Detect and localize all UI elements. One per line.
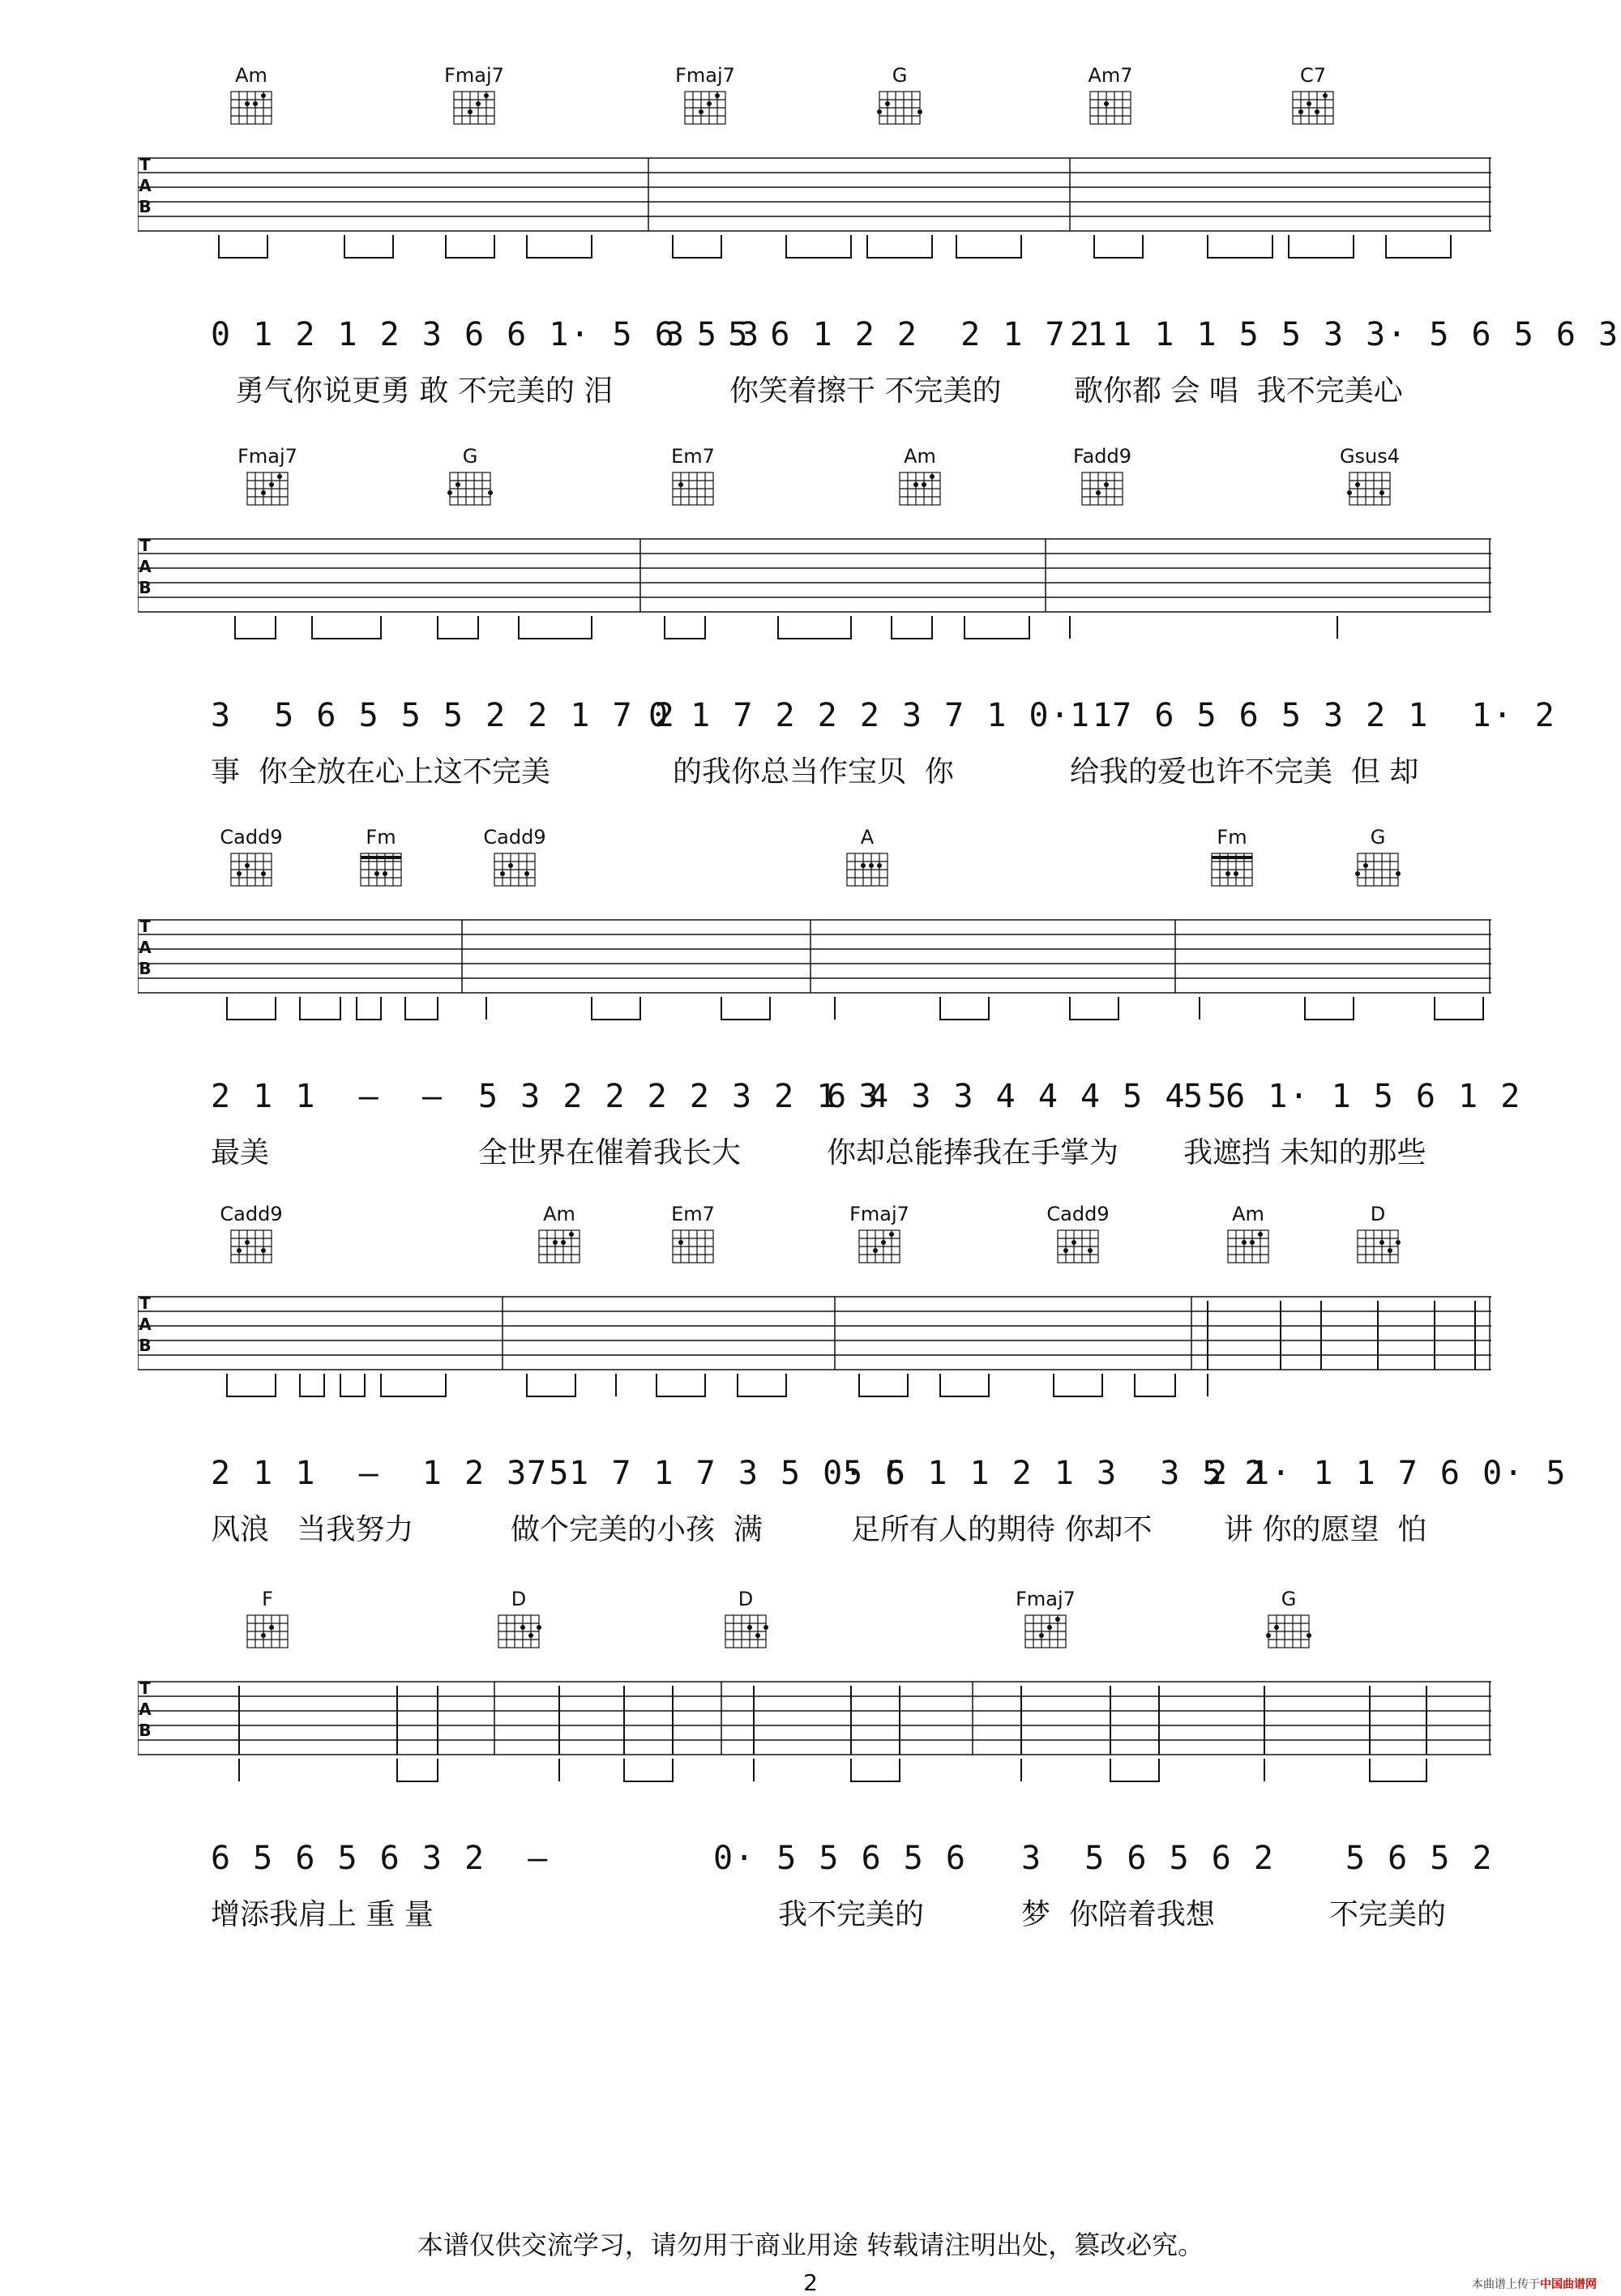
number-segment: 6 4 3 3 4 4 4 5 4 5 [827, 1078, 1229, 1115]
tab-staff [138, 1670, 1491, 1755]
chord-grid-icon [227, 88, 276, 128]
numbered-notation [0, 316, 1621, 408]
chord-grid-icon [227, 1226, 276, 1267]
tab-clef: T A B [139, 155, 152, 216]
tab-clef: T A B [139, 917, 152, 978]
numbered-notation [0, 1840, 1621, 1931]
chord-diagram [1337, 446, 1402, 509]
chord-diagram [1216, 1204, 1281, 1267]
chord-diagram [1078, 65, 1143, 128]
chord-diagram [661, 1204, 725, 1267]
number-segment: 5 6 5 2 [1345, 1840, 1494, 1877]
chord-name: G [892, 64, 908, 87]
number-segment: 2 1 1 — — [211, 1078, 443, 1115]
chord-diagram [219, 1204, 284, 1267]
chord-grid-icon [1224, 1226, 1272, 1267]
number-line [211, 1078, 1522, 1127]
number-segment: 0· 5 5 6 5 6 [713, 1840, 967, 1877]
chord-grid-icon [669, 1226, 717, 1267]
tab-staff-lines [138, 527, 1491, 648]
lyric-segment: 最美 [211, 1136, 270, 1169]
lyric-segment: 你笑着擦干 不完美的 [729, 374, 1002, 408]
chord-diagram [349, 827, 413, 890]
chord-diagram [887, 446, 952, 509]
chord-diagram [482, 827, 547, 890]
number-segment: 7 1 7 1 7 3 5 0· 5 [527, 1455, 908, 1492]
upload-credit [1472, 2276, 1597, 2292]
chord-diagram [847, 1204, 912, 1267]
numbered-notation [0, 697, 1621, 789]
numbered-notation [0, 1078, 1621, 1169]
chord-grid-icon [357, 849, 405, 890]
chord-diagram [235, 446, 300, 509]
chord-diagram [661, 446, 725, 509]
chord-name: Am [1232, 1203, 1264, 1225]
lyric-segment: 事 你全放在心上这不完美 [211, 755, 550, 789]
chord-name: G [1281, 1588, 1297, 1610]
lyric-segment: 的我你总当作宝贝 你 [673, 755, 954, 789]
chord-diagram [442, 65, 507, 128]
chord-name: Gsus4 [1339, 445, 1401, 468]
chord-grid-icon [896, 468, 944, 509]
chord-diagram [1281, 65, 1345, 128]
chord-grid-icon [1054, 1226, 1102, 1267]
chord-diagram [1345, 827, 1410, 890]
chord-name: D [511, 1588, 527, 1610]
number-segment: 0 1 2 1 2 3 6 6 1· 5 6 5 3 [211, 316, 761, 353]
chord-name: Cadd9 [483, 826, 546, 849]
lyric-segment: 你却总能捧我在手掌为 [827, 1136, 1119, 1169]
chord-diagram [438, 446, 503, 509]
chord-name: Cadd9 [220, 826, 283, 849]
chord-name: Cadd9 [1046, 1203, 1110, 1225]
chord-diagram [867, 65, 932, 128]
tab-clef: T A B [139, 1678, 152, 1740]
chord-name: Am [543, 1203, 575, 1225]
chord-grid-icon [535, 1226, 584, 1267]
chord-diagram [527, 1204, 592, 1267]
chord-name: Em7 [671, 445, 715, 468]
chord-grid-icon [669, 468, 717, 509]
lyric-segment: 全世界在催着我长大 [478, 1136, 742, 1169]
number-segment: 0 1 7 2 2 2 3 7 1 0· 1 [648, 697, 1114, 734]
lyric-segment: 勇气你说更勇 敢 不完美的 泪 [235, 374, 614, 408]
chord-name: Fmaj7 [1016, 1588, 1076, 1610]
system-4 [0, 1204, 1621, 1584]
chord-name: G [462, 445, 478, 468]
lyric-segment: 我不完美的 [778, 1898, 925, 1931]
system-2 [0, 446, 1621, 827]
chord-grid-icon [1078, 468, 1127, 509]
chord-name: G [1370, 826, 1386, 849]
chord-diagram [1256, 1588, 1321, 1652]
chord-grid-icon [843, 849, 892, 890]
number-line [211, 316, 1620, 365]
number-segment: 2 1 1 1 5 5 3 3· 5 6 5 6 3 [1070, 316, 1620, 353]
credit-site-logo: 中国曲谱网 [1540, 2278, 1597, 2291]
chord-name: Fm [1217, 826, 1247, 849]
chord-name: F [262, 1588, 273, 1610]
lyric-segment: 梦 你陪着我想 [1021, 1898, 1215, 1931]
system-5 [0, 1588, 1621, 1969]
chord-name: Am7 [1088, 64, 1133, 87]
chord-grid-icon [1021, 1611, 1070, 1652]
chord-diagram [713, 1588, 778, 1652]
chord-diagram [673, 65, 738, 128]
number-segment: 5 6 1· 1 5 6 1 2 [1183, 1078, 1522, 1115]
lyric-line [211, 368, 1491, 408]
chord-grid-icon [1289, 88, 1337, 128]
chord-grid-icon [243, 1611, 292, 1652]
lyric-line [211, 1892, 1491, 1932]
chord-grid-icon [1354, 1226, 1402, 1267]
number-segment: 2 1 1 — 1 2 3 5 [211, 1455, 571, 1492]
lyric-segment: 风浪 当我努力 [211, 1513, 414, 1546]
system-1 [0, 65, 1621, 446]
chord-grid-icon [721, 1611, 770, 1652]
chord-name: Fadd9 [1072, 445, 1132, 468]
chord-name: Fm [366, 826, 396, 849]
tab-staff-lines [138, 146, 1491, 267]
number-line [211, 1840, 1494, 1888]
lyric-segment: 做个完美的小孩 满 [511, 1513, 763, 1546]
number-line [211, 697, 1556, 746]
chord-name: C7 [1299, 64, 1327, 87]
chord-name: Am [235, 64, 267, 87]
tab-staff [138, 1285, 1491, 1370]
lyric-line [211, 749, 1491, 789]
chord-name: D [738, 1588, 754, 1610]
chord-name: Fmaj7 [675, 64, 735, 87]
lyric-segment: 给我的爱也许不完美 但 却 [1070, 755, 1419, 789]
chord-diagram [219, 827, 284, 890]
chord-grid-icon [1264, 1611, 1313, 1652]
chord-diagram [1013, 1588, 1078, 1652]
chord-diagram [1345, 1204, 1410, 1267]
chord-grid-icon [450, 88, 498, 128]
chord-name: A [860, 826, 875, 849]
tab-staff [138, 527, 1491, 612]
number-line [211, 1455, 1568, 1503]
chord-diagram [1046, 1204, 1110, 1267]
tab-staff-lines [138, 908, 1491, 1029]
chord-grid-icon [1208, 849, 1256, 890]
lyric-segment: 我遮挡 未知的那些 [1183, 1136, 1426, 1169]
chord-grid-icon [446, 468, 494, 509]
number-segment: 5 6 1 1 2 1 3 3 5 2 [843, 1455, 1266, 1492]
chord-name: D [1370, 1203, 1386, 1225]
tab-staff-lines [138, 1285, 1491, 1406]
credit-prefix: 本曲谱上传于 [1472, 2278, 1540, 2291]
lyric-segment: 讲 你的愿望 怕 [1224, 1513, 1427, 1546]
number-segment: 3 5 6 5 5 5 2 2 1 7 2 [211, 697, 676, 734]
lyric-segment: 不完美的 [1329, 1898, 1447, 1931]
tab-clef: T A B [139, 1293, 152, 1355]
chord-diagram [835, 827, 900, 890]
copyright-notice: 本谱仅供交流学习，请勿用于商业用途 转载请注明出处，篡改必究。 [417, 2230, 1204, 2260]
chord-grid-icon [494, 1611, 543, 1652]
number-segment: 3 5 6 5 6 2 [1021, 1840, 1275, 1877]
chord-grid-icon [681, 88, 729, 128]
lyric-segment: 增添我肩上 重 量 [211, 1898, 434, 1931]
number-segment: 1 7 6 5 6 5 3 2 1 1· 2 [1070, 697, 1556, 734]
number-segment: 2 1· 1 1 7 6 0· 5 [1208, 1455, 1568, 1492]
tab-staff [138, 146, 1491, 231]
tab-staff-lines [138, 1670, 1491, 1791]
chord-name: Fmaj7 [444, 64, 504, 87]
tab-clef: T A B [139, 536, 152, 597]
number-segment: 5 3 2 2 2 2 3 2 1 3 [478, 1078, 880, 1115]
lyric-line [211, 1507, 1491, 1547]
chord-grid-icon [243, 468, 292, 509]
chord-diagram [1200, 827, 1264, 890]
chord-name: Fmaj7 [237, 445, 297, 468]
numbered-notation [0, 1455, 1621, 1546]
chord-grid-icon [490, 849, 539, 890]
lyric-line [211, 1130, 1491, 1170]
chord-grid-icon [1354, 849, 1402, 890]
chord-grid-icon [855, 1226, 904, 1267]
system-3 [0, 827, 1621, 1208]
chord-name: Am [904, 445, 936, 468]
chord-diagram [1070, 446, 1135, 509]
chord-diagram [235, 1588, 300, 1652]
chord-grid-icon [1345, 468, 1394, 509]
chord-name: Em7 [671, 1203, 715, 1225]
chord-name: Cadd9 [220, 1203, 283, 1225]
lyric-segment: 歌你都 会 唱 我不完美心 [1074, 374, 1403, 408]
chord-grid-icon [875, 88, 924, 128]
number-segment: 3 5 6 1 2 2 2 1 7 1 [665, 316, 1109, 353]
chord-grid-icon [227, 849, 276, 890]
chord-grid-icon [1086, 88, 1135, 128]
number-segment: 6 5 6 5 6 3 2 — [211, 1840, 550, 1877]
chord-name: Fmaj7 [849, 1203, 909, 1225]
lyric-segment: 足所有人的期待 你却不 [851, 1513, 1153, 1546]
tab-staff [138, 908, 1491, 993]
chord-diagram [486, 1588, 551, 1652]
chord-diagram [219, 65, 284, 128]
page-number: 2 [803, 2269, 818, 2296]
